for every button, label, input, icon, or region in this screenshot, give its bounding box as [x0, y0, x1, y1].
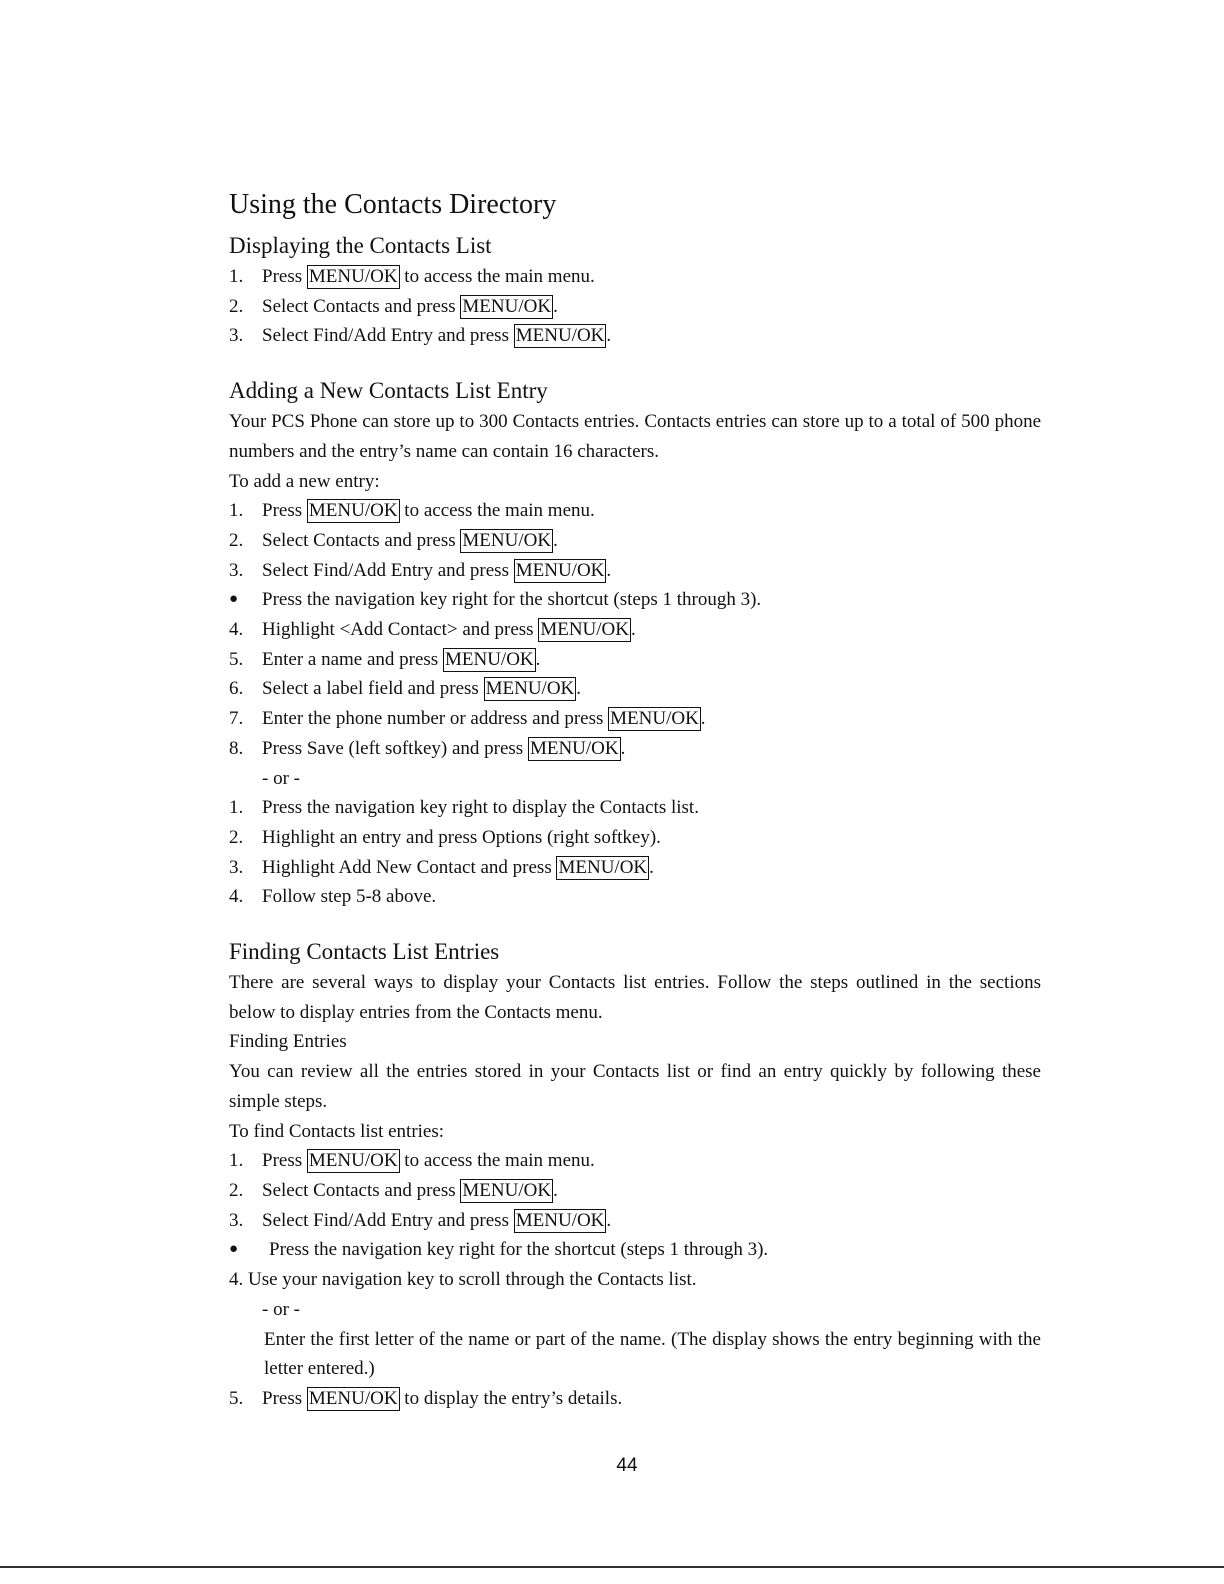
step-number: 1.: [229, 266, 244, 287]
menu-ok-key: MENU/OK: [515, 559, 605, 581]
step-number: 1.: [229, 500, 244, 522]
list-item: [229, 1235, 1041, 1265]
intro-paragraph: There are several ways to display your Contacts list entries. Follow the steps outlined in the sections below to display entries from the Contacts menu.: [229, 972, 1041, 1023]
step-text: Press: [262, 1387, 307, 1409]
list-item: [229, 321, 1041, 351]
bullet-icon: ●: [229, 591, 239, 608]
step-text: Select Find/Add Entry and press: [262, 325, 514, 347]
menu-ok-key: MENU/OK: [462, 529, 552, 551]
step-number: 1.: [229, 1150, 244, 1172]
menu-ok-key: MENU/OK: [444, 648, 534, 670]
menu-ok-key: MENU/OK: [485, 678, 575, 700]
step-number: 1.: [229, 797, 244, 819]
step-text: Press Save (left softkey) and press: [262, 737, 528, 759]
list-item: [229, 823, 1041, 853]
menu-ok-key: MENU/OK: [515, 325, 605, 347]
step-text: Follow step 5-8 above.: [262, 886, 437, 908]
step-text: Select Contacts and press: [262, 529, 461, 551]
section-heading: Finding Contacts List Entries: [229, 939, 500, 965]
page-number: 44: [616, 1455, 638, 1476]
step-text: to access the main menu.: [399, 500, 595, 522]
list-item: [229, 292, 1041, 322]
menu-ok-key: MENU/OK: [462, 295, 552, 317]
list-item: [229, 615, 1041, 645]
list-item: [229, 585, 1041, 615]
list-item: [229, 496, 1041, 526]
step-text: .: [620, 737, 626, 759]
step-text: Select Contacts and press: [262, 1179, 461, 1201]
lead-text: To find Contacts list entries:: [229, 1120, 445, 1142]
section-finding-entries: [229, 938, 1041, 1414]
body-paragraph: You can review all the entries stored in your Contacts list or find an entry quickly by following these simple steps.: [229, 1061, 1041, 1112]
step-number: 5.: [229, 1387, 244, 1409]
step-text: .: [631, 619, 636, 641]
list-item: [229, 526, 1041, 556]
menu-ok-key: MENU/OK: [462, 1179, 552, 1201]
list-item: [229, 1206, 1041, 1236]
list-item: [229, 645, 1041, 675]
step-number: 8.: [229, 737, 244, 759]
list-item: [229, 262, 1041, 292]
step-text: .: [553, 1179, 558, 1201]
or-separator: - or -: [262, 767, 300, 789]
subheading: Finding Entries: [229, 1031, 347, 1053]
step-text: .: [649, 856, 654, 878]
step-text: Press: [262, 1150, 307, 1172]
document-page: [229, 188, 1041, 1414]
step-text: Enter the phone number or address and press: [262, 708, 609, 730]
body-paragraph: Enter the first letter of the name or part of the name. (The display shows the entry beginning with the letter entered.): [264, 1328, 1041, 1380]
list-item: [229, 734, 1041, 764]
menu-ok-key: MENU/OK: [515, 1209, 605, 1231]
menu-ok-key: MENU/OK: [308, 500, 398, 522]
step-text: .: [535, 648, 541, 670]
step-text: Highlight Add New Contact and press: [262, 856, 557, 878]
step-number: 6.: [229, 678, 244, 700]
step-number: 4.: [229, 886, 244, 908]
step-text: Highlight an entry and press Options (right softkey).: [262, 826, 661, 848]
step-number: 7.: [229, 708, 244, 730]
menu-ok-key: MENU/OK: [308, 1387, 398, 1409]
section-heading: Displaying the Contacts List: [229, 233, 492, 258]
step-text: Press: [262, 500, 307, 522]
step-text: .: [606, 325, 612, 347]
menu-ok-key: MENU/OK: [558, 856, 648, 878]
step-text: Enter a name and press: [262, 648, 443, 670]
list-item: [229, 853, 1041, 883]
list-item: [229, 1146, 1041, 1176]
step-text: Press the navigation key right for the shortcut (steps 1 through 3).: [269, 1239, 769, 1261]
step-number: 2.: [229, 529, 244, 551]
document-title: Using the Contacts Directory: [229, 189, 557, 220]
step-number: 3.: [229, 559, 244, 581]
step-number: 3.: [229, 1209, 244, 1231]
step-number: 2.: [229, 1179, 244, 1201]
step-number: 2.: [229, 295, 244, 317]
step-text: .: [606, 559, 612, 581]
or-separator: - or -: [262, 1298, 300, 1320]
list-item: [229, 674, 1041, 704]
list-item: [229, 882, 1041, 912]
step-text: Highlight <Add Contact> and press: [262, 619, 539, 641]
step-text: Press the navigation key right to display the Contacts list.: [262, 797, 699, 819]
intro-paragraph: Your PCS Phone can store up to 300 Contacts entries. Contacts entries can store up to a total of 500 phone numbers and the entry’s name can contain 16 characters.: [229, 411, 1041, 462]
list-item: [229, 556, 1041, 586]
bottom-border: [0, 1566, 1224, 1568]
step-text: to access the main menu.: [399, 1150, 595, 1172]
step-number: 2.: [229, 826, 244, 848]
step-text: .: [553, 295, 558, 317]
section-displaying-contacts: [229, 232, 1041, 351]
step-number: 4.: [229, 619, 244, 641]
menu-ok-key: MENU/OK: [308, 1150, 398, 1172]
menu-ok-key: MENU/OK: [540, 619, 629, 641]
step-text: .: [576, 678, 582, 700]
step-text: .: [606, 1209, 612, 1231]
list-item: [229, 1384, 1041, 1414]
step-text: .: [553, 529, 558, 551]
menu-ok-key: MENU/OK: [529, 737, 619, 759]
step-text: Select Contacts and press: [262, 295, 461, 317]
list-item: [229, 704, 1041, 734]
step-text: .: [700, 708, 706, 730]
menu-ok-key: MENU/OK: [308, 266, 398, 287]
list-item: [229, 793, 1041, 823]
step-text: Press the navigation key right for the shortcut (steps 1 through 3).: [262, 589, 762, 611]
step-text: to display the entry’s details.: [399, 1387, 623, 1409]
step-number: 3.: [229, 856, 244, 878]
bullet-icon: ●: [229, 1241, 239, 1258]
menu-ok-key: MENU/OK: [610, 708, 699, 730]
step-text: Press: [262, 266, 307, 287]
step-text: to access the main menu.: [399, 266, 595, 287]
list-item: [229, 1176, 1041, 1206]
step-text: Select Find/Add Entry and press: [262, 559, 514, 581]
step-number: 5.: [229, 648, 244, 670]
lead-text: To add a new entry:: [229, 470, 380, 492]
section-adding-entry: [229, 377, 1041, 912]
section-heading: Adding a New Contacts List Entry: [229, 378, 548, 404]
step-text: 4. Use your navigation key to scroll through the Contacts list.: [229, 1269, 697, 1291]
step-text: Select a label field and press: [262, 678, 484, 700]
step-text: Select Find/Add Entry and press: [262, 1209, 514, 1231]
step-number: 3.: [229, 325, 244, 347]
